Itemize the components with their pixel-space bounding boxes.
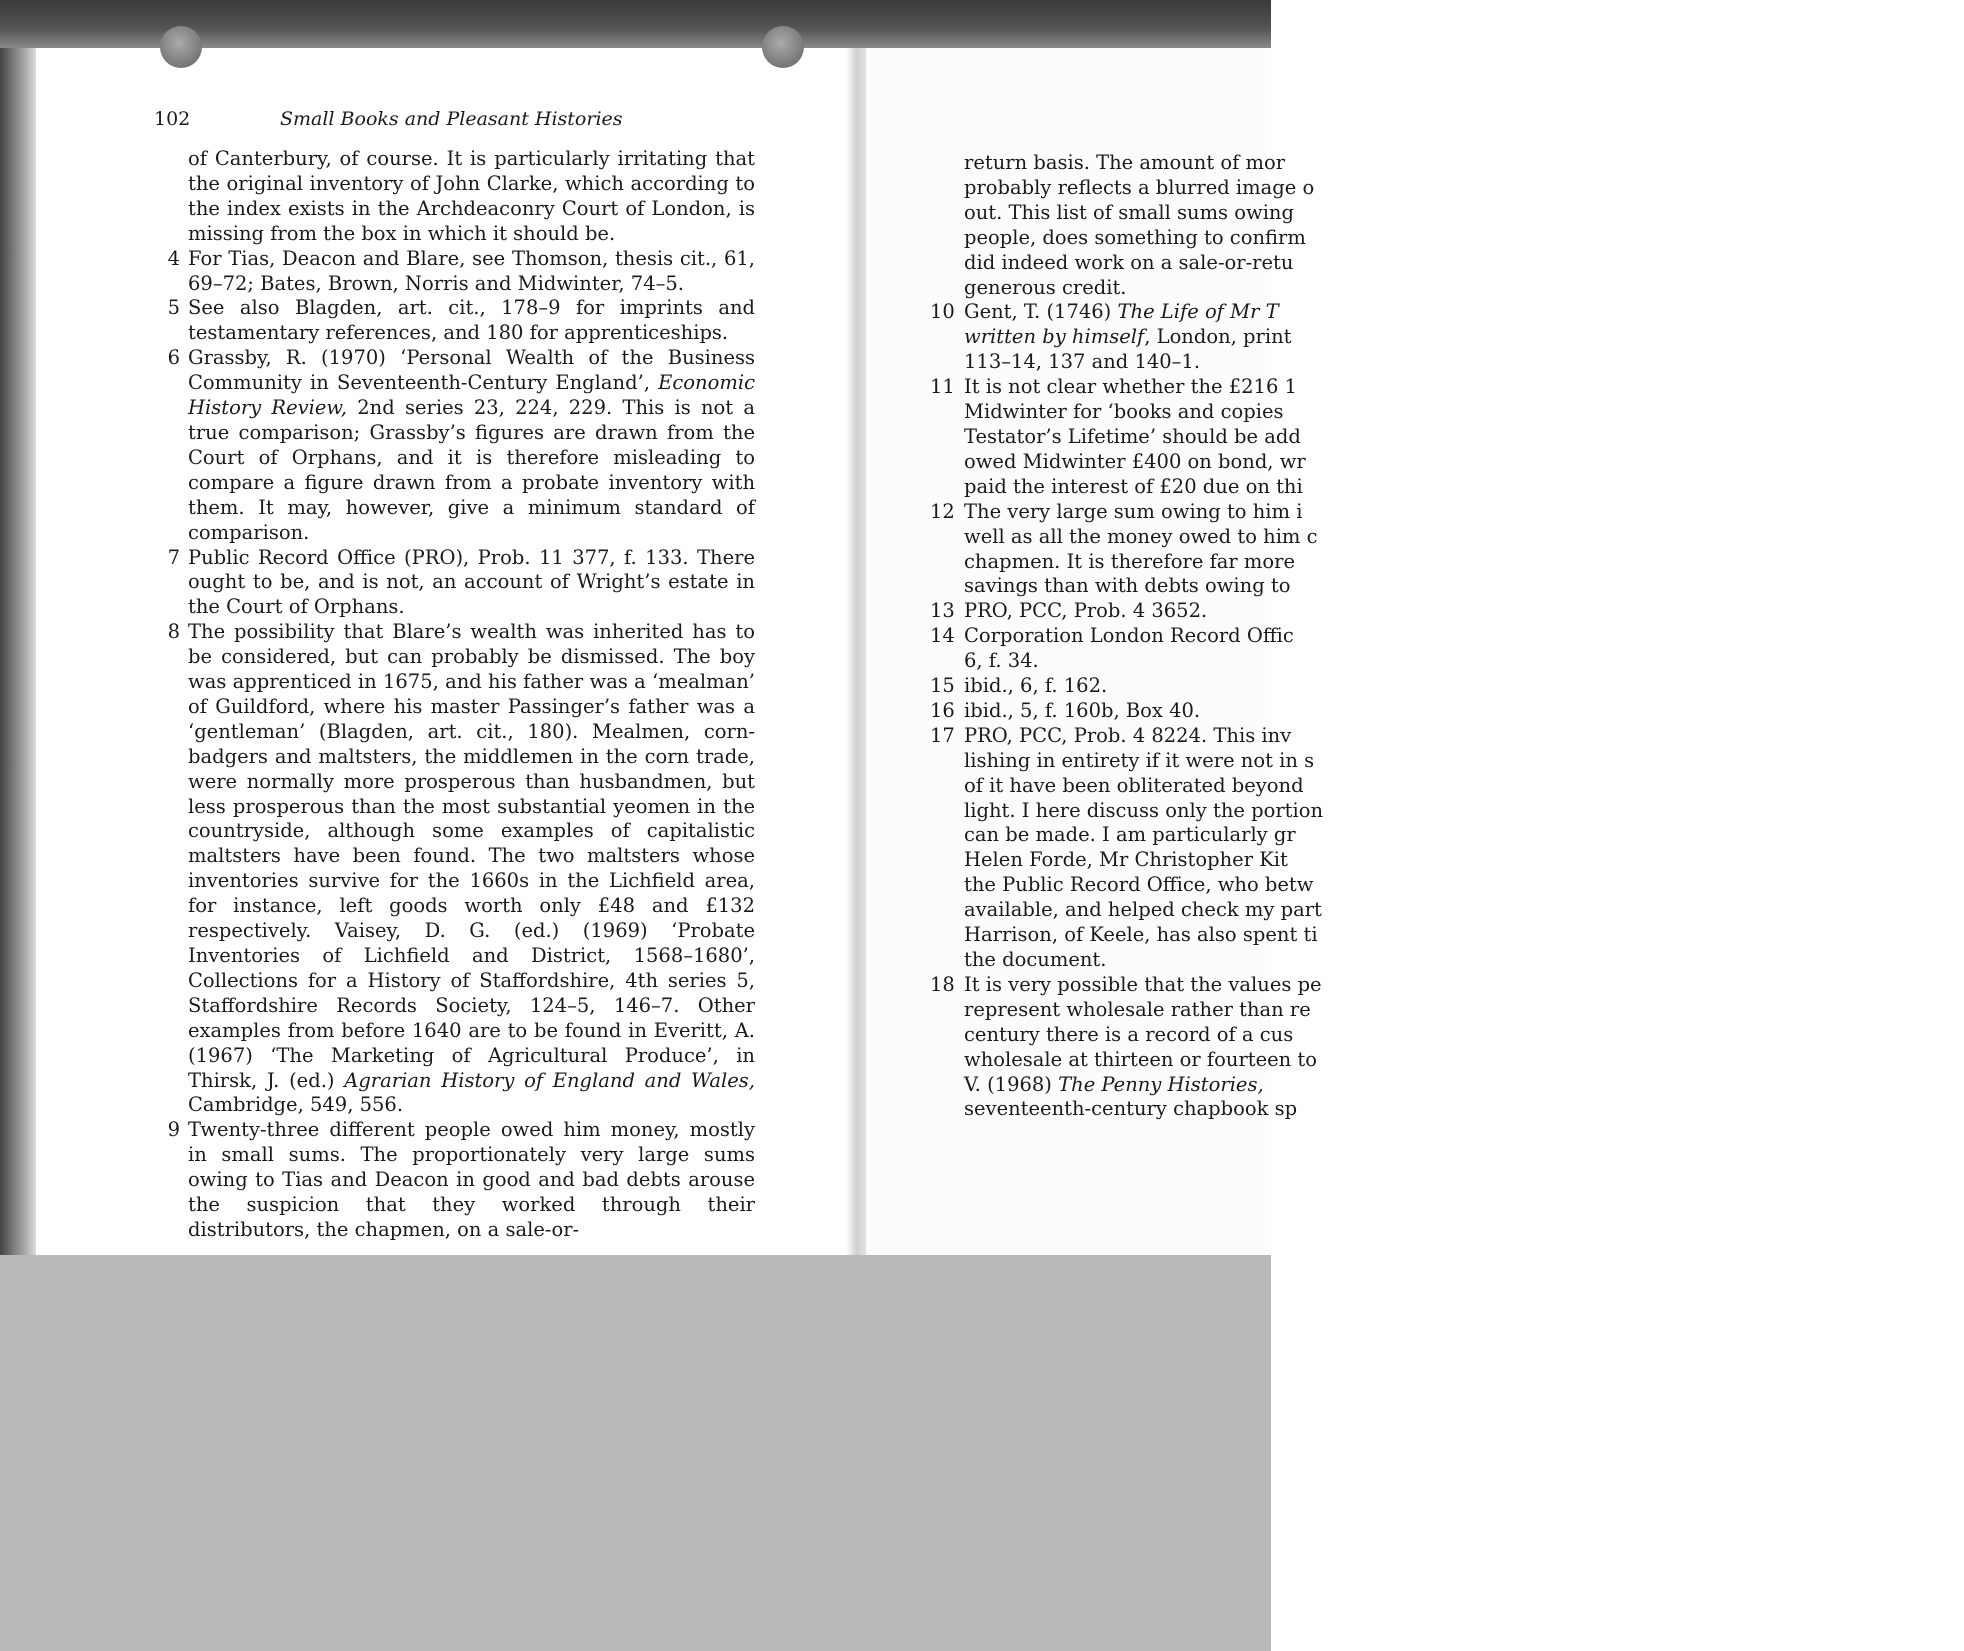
footnote-number: 12 — [930, 499, 955, 523]
footnote-text: century there is a record of a cus — [964, 1022, 1294, 1046]
footnote-text: Harrison, of Keele, has also spent ti — [964, 923, 1318, 947]
footnote-number: 11 — [930, 375, 955, 399]
footnote-line — [936, 1073, 1271, 1098]
footnote-text: can be made. I am particularly gr — [964, 823, 1296, 847]
footnote-number: 4 — [167, 246, 180, 270]
footnote-line — [930, 499, 1303, 525]
footnote-number: 17 — [930, 723, 955, 747]
footnote-text: Helen Forde, Mr Christopher Kit — [964, 848, 1288, 872]
footnote-text: well as all the money owed to him c — [964, 524, 1318, 548]
footnote-line — [936, 350, 1271, 375]
footnote-line — [936, 400, 1284, 425]
footnote-number: 14 — [930, 624, 955, 648]
footnote-text: probably reflects a blurred image o — [964, 175, 1315, 199]
footnote-text: owed Midwinter £400 on bond, wr — [964, 449, 1306, 473]
footnote-text: of Canterbury, of course. It is particularly irritating that the original inventory of John Clarke, which according to the index exists in the Archdeaconry Court of London, is missing from the box in which it should be. — [188, 147, 755, 245]
footnote-line — [936, 823, 1296, 848]
footnote-text: See also Blagden, art. cit., 178–9 for imprints and testamentary references, and 180 for apprenticeships. — [188, 296, 755, 345]
footnote-text: return basis. The amount of mor — [964, 151, 1286, 174]
footnote-number: 5 — [167, 296, 180, 320]
footnote-text: wholesale at thirteen or fourteen to — [964, 1047, 1318, 1071]
footnote — [160, 620, 755, 1118]
footnote-text: represent wholesale rather than re — [964, 997, 1311, 1021]
footnote-text: of it have been obliterated beyond — [964, 773, 1304, 797]
footnote-italic-title: The Life of Mr T — [1117, 300, 1279, 324]
footnote-line — [936, 873, 1314, 898]
footnote-text: PRO, PCC, Prob. 4 3652. — [964, 599, 1208, 623]
footnote — [160, 1118, 755, 1243]
page-number: 102 — [154, 108, 191, 130]
footnote-text: It is very possible that the values pe — [964, 972, 1322, 996]
footnote-text: Public Record Office (PRO), Prob. 11 377, f. 133. There ought to be, and is not, an account of Wright’s estate in the Court of Orphans. — [188, 545, 755, 619]
book-gutter — [846, 48, 868, 1255]
footnote-line — [936, 175, 1315, 201]
footnote-line — [936, 948, 1271, 973]
footnote-text: chapmen. It is therefore far more — [964, 549, 1296, 573]
footnote-text: the document. — [964, 948, 1107, 971]
footnote-italic-title: Agrarian History of England and Wales, — [344, 1068, 755, 1092]
footnote-text: seventeenth-century chapbook sp — [964, 1097, 1298, 1121]
footnote-number: 9 — [167, 1118, 180, 1142]
footnote-text: Grassby, R. (1970) ‘Personal Wealth of the Business Community in Seventeenth-Century England’, Economic History Review, 2nd series 23, 224, 229. This is not a true comparison; Grassby’s figures are drawn from the Court of Orphans, and it is therefore misleading to compare a figure drawn from a probate inventory with them. It may, however, give a minimum standard of comparison. — [188, 346, 755, 544]
footnote-text: written by himself, London, print — [964, 325, 1292, 349]
punch-hole-left — [160, 26, 202, 68]
footnote-line — [936, 276, 1271, 301]
footnote-line — [936, 250, 1294, 276]
footnote — [160, 546, 755, 621]
footnote-text: 113–14, 137 and 140–1. — [964, 350, 1201, 374]
footnote-text: people, does something to confirm — [964, 225, 1306, 249]
footnote-line — [936, 923, 1318, 948]
footnote-number: 13 — [930, 599, 955, 623]
footnote-line — [936, 798, 1324, 824]
footnote-text: generous credit. — [964, 275, 1127, 299]
footnote-line — [930, 624, 1294, 649]
footnote-text: savings than with debts owing to — [964, 574, 1291, 598]
footnote-number: 18 — [930, 972, 955, 996]
footnote-number: 7 — [167, 545, 180, 569]
footnote-text: Midwinter for ‘books and copies — [964, 400, 1284, 424]
footnote — [160, 296, 755, 346]
footnote-text: did indeed work on a sale-or-retu — [964, 250, 1294, 274]
footnote-text: For Tias, Deacon and Blare, see Thomson, thesis cit., 61, 69–72; Bates, Brown, Norris and Midwinter, 74–5. — [188, 246, 755, 295]
book-spine-edge — [0, 48, 36, 1255]
footnote — [160, 147, 755, 247]
footnote-line — [936, 449, 1306, 475]
footnote-line — [936, 200, 1294, 226]
footnote-line — [936, 474, 1303, 500]
footnote-text: the Public Record Office, who betw — [964, 873, 1314, 897]
footnote-number: 10 — [930, 300, 955, 324]
footnote-line — [930, 300, 1279, 325]
footnote-italic-title: Economic History Review, — [188, 371, 755, 420]
footnote-line — [936, 898, 1322, 923]
footnote-text: Testator’s Lifetime’ should be add — [964, 424, 1301, 448]
footnote-text: 6, f. 34. — [964, 649, 1039, 673]
footnote-text: light. I here discuss only the portion — [964, 798, 1324, 822]
footnote — [160, 247, 755, 297]
footnote-line — [936, 1097, 1298, 1122]
footnote-italic-title: The Penny Histories, — [1058, 1072, 1264, 1096]
footnote-line — [930, 674, 1271, 699]
punch-hole-right — [762, 26, 804, 68]
footnote-text: PRO, PCC, Prob. 4 8224. This inv — [964, 723, 1292, 747]
footnote-line — [930, 723, 1292, 749]
running-title: Small Books and Pleasant Histories — [280, 108, 623, 130]
footnote-line — [936, 524, 1318, 550]
footnote-line — [936, 574, 1291, 599]
footnote-line — [936, 325, 1292, 350]
footnote-line — [936, 424, 1301, 450]
footnote — [160, 346, 755, 545]
footnote-line — [936, 848, 1288, 873]
footnote-line — [936, 225, 1306, 251]
footnote-line — [930, 375, 1297, 400]
footnote-text: ibid., 5, f. 160b, Box 40. — [964, 698, 1201, 722]
footnote-line — [930, 698, 1271, 724]
left-notes-column — [160, 147, 755, 1243]
footnote-text: out. This list of small sums owing — [964, 200, 1294, 224]
footnote-line — [936, 151, 1286, 176]
footnote-text: Gent, T. (1746) The Life of Mr T — [964, 300, 1279, 324]
footnote-number: 6 — [167, 346, 180, 370]
footnote-number: 16 — [930, 698, 955, 722]
footnote-line — [936, 1047, 1318, 1073]
footnote-text: It is not clear whether the £216 1 — [964, 375, 1297, 399]
footnote-line — [936, 773, 1304, 799]
footnote-text: lishing in entirety if it were not in s — [964, 748, 1315, 772]
footnote-line — [936, 748, 1315, 774]
footnote-text: available, and helped check my part — [964, 898, 1322, 922]
footnote-text: The possibility that Blare’s wealth was inherited has to be considered, but can probably be dismissed. The boy was apprenticed in 1675, and his father was a ‘mealman’ of Guildford, where his master Passinger’s father was a ‘gentleman’ (Blagden, art. cit., 180). Mealmen, corn-badgers and maltsters, the middlemen in the corn trade, were normally more prosperous than husbandmen, but less prosperous than the most substantial yeomen in the countryside, although some examples of capitalistic maltsters have been found. The two maltsters whose inventories survive for the 1660s in the Lichfield area, for instance, left goods worth only £48 and £132 respectively. Vaisey, D. G. (ed.) (1969) ‘Probate Inventories of Lichfield and District, 1568–1680’, Collections for a History of Staffordshire, 4th series 5, Staffordshire Records Society, 124–5, 146–7. Other examples from before 1640 are to be found in Everitt, A. (1967) ‘The Marketing of Agricultural Produce’, in Thirsk, J. (ed.) Agrarian History of England and Wales, Cambridge, 549, 556. — [188, 620, 755, 1117]
footnote-line — [936, 549, 1296, 575]
footnote-line — [930, 599, 1271, 624]
footnote-text: The very large sum owing to him i — [964, 499, 1303, 523]
footnote-line — [930, 972, 1322, 998]
footnote-line — [936, 997, 1311, 1023]
footnote-text: paid the interest of £20 due on thi — [964, 474, 1303, 498]
scan-bottom-background — [0, 1255, 1271, 1651]
footnote-number: 15 — [930, 674, 955, 698]
right-notes-column — [930, 151, 1324, 1122]
footnote-line — [936, 1022, 1294, 1048]
footnote-text: V. (1968) The Penny Histories, — [964, 1072, 1264, 1096]
footnote-text: ibid., 6, f. 162. — [964, 674, 1108, 698]
footnote-text: Twenty-three different people owed him money, mostly in small sums. The proportionately very large sums owing to Tias and Deacon in good and bad debts arouse the suspicion that they worked through their distributors, the chapmen, on a sale-or- — [188, 1118, 755, 1241]
footnote-line — [936, 649, 1271, 674]
footnote-italic-title: written by himself — [964, 325, 1145, 349]
footnote-number: 8 — [167, 620, 180, 644]
footnote-text: Corporation London Record Offic — [964, 624, 1294, 648]
